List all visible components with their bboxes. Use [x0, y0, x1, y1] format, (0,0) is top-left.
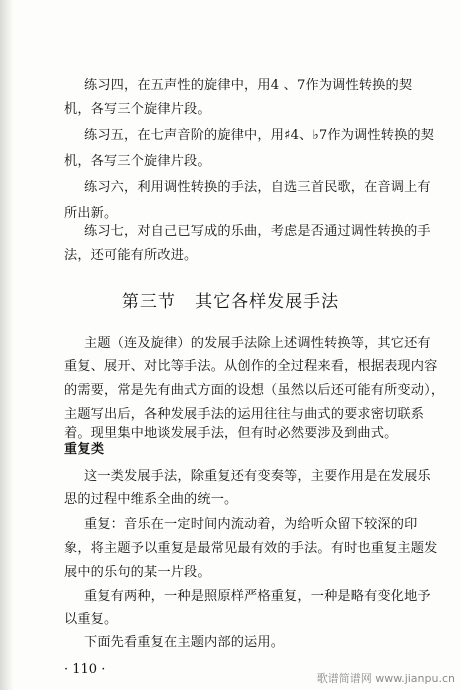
intro-line-2: 重复、展开、对比等手法。从创作的全过程来看，根据表现内容 [64, 359, 438, 374]
intro-line-1: 主题（连及旋律）的发展手法除上述调性转换等，其它还有 [84, 336, 431, 351]
exercise-6-line-2: 所出新。 [64, 206, 118, 221]
exercise-7-line-1: 练习七，对自己已写成的乐曲，考虑是否通过调性转换的手 [84, 224, 431, 239]
exercise-5-line-2: 机，各写三个旋律片段。 [64, 154, 211, 169]
repeat-para-3-line-2: 以重复。 [64, 612, 118, 627]
repeat-para-2-line-3: 展中的乐句的某一片段。 [64, 565, 211, 580]
exercise-4-line-2: 机，各写三个旋律片段。 [64, 102, 211, 117]
intro-line-5: 着。现里集中地谈发展手法，但有时必然要涉及到曲式。 [64, 426, 398, 441]
exercise-7-line-2: 法，还可能有所改进。 [64, 248, 198, 263]
subsection-title: 重复类 [64, 442, 105, 457]
watermark-text: 歌谱简谱网 www.jianpu.cn [316, 672, 455, 685]
intro-line-3: 的需要，常是先有曲式方面的设想（虽然以后还可能有所变动）， [64, 383, 445, 398]
repeat-para-3-line-1: 重复有两种，一种是照原样严格重复，一种是略有变化地予 [84, 589, 431, 604]
intro-line-4: 主题写出后，各种发展手法的运用往往与曲式的要求密切联系 [64, 407, 425, 422]
repeat-para-1-line-1: 这一类发展手法，除重复还有变奏等，主要作用是在发展乐 [84, 469, 431, 484]
repeat-para-4: 下面先看重复在主题内部的运用。 [84, 635, 285, 650]
exercise-6-line-1: 练习六，利用调性转换的手法，自选三首民歌，在音调上有 [84, 180, 431, 195]
section-title: 第三节 其它各样发展手法 [121, 292, 340, 312]
page-number: · 110 · [64, 662, 106, 677]
repeat-para-2-line-2: 象，将主题予以重复是最常见最有效的手法。有时也重复主题发 [64, 541, 438, 556]
exercise-4-line-1: 练习四，在五声性的旋律中，用4 、7作为调性转换的契 [84, 78, 413, 93]
page-edge-shadow [0, 0, 14, 690]
repeat-para-2-line-1: 重复：音乐在一定时间内流动着，为给听众留下较深的印 [84, 517, 418, 532]
exercise-5-line-1: 练习五，在七声音阶的旋律中，用♯4、♭7作为调性转换的契 [84, 128, 435, 143]
repeat-para-1-line-2: 思的过程中维系全曲的统一。 [64, 492, 238, 507]
